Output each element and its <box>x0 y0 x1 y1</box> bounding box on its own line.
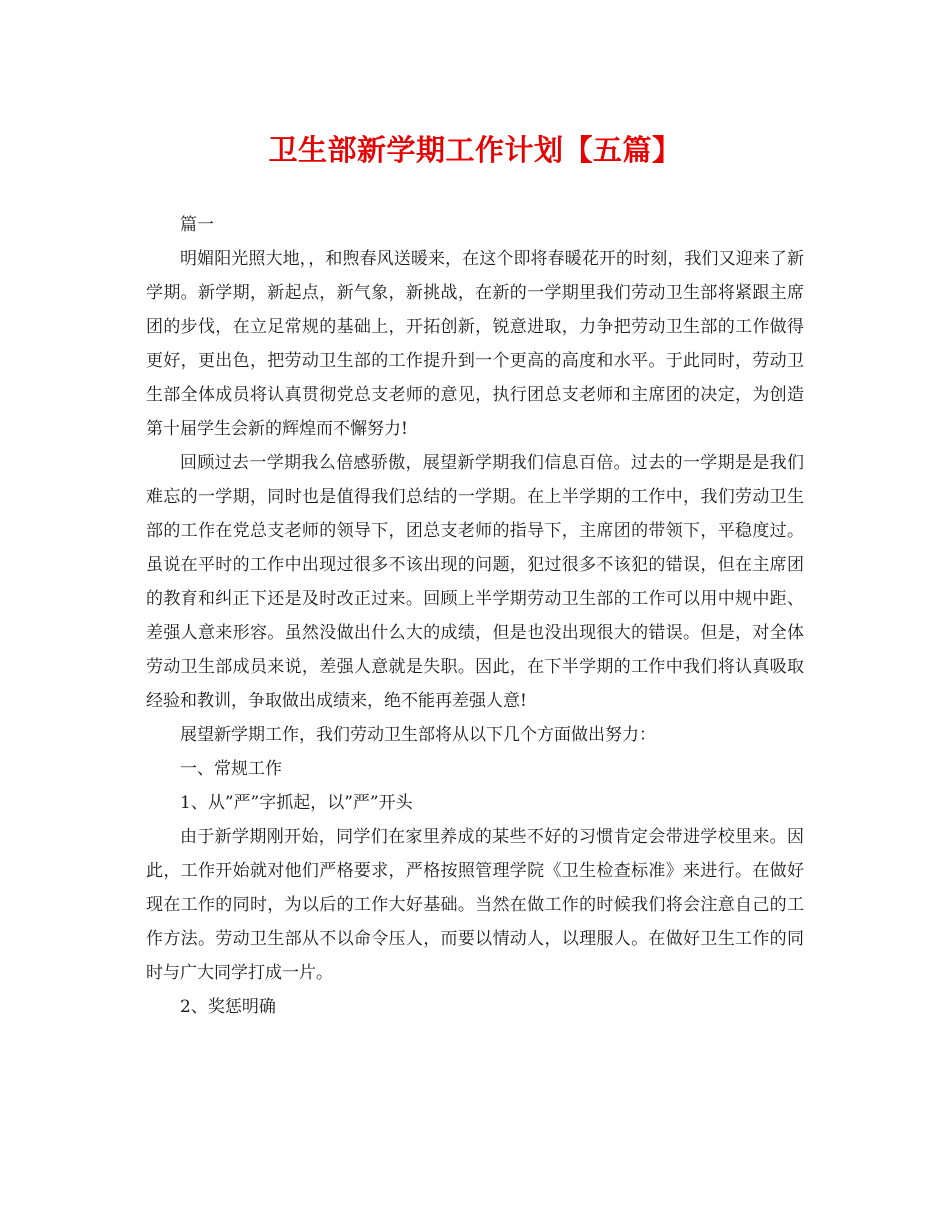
body-paragraph-strictness: 由于新学期刚开始，同学们在家里养成的某些不好的习惯肯定会带进学校里来。因此，工作开始就对他们严格要求，严格按照管理学院《卫生检查标准》来进行。在做好现在工作的同时，为以后的工作大好基础。当然在做工作的时候我们将会注意自己的工作方法。劳动卫生部从不以命令压人，而要以情动人，以理服人。在做好卫生工作的同时与广大同学打成一片。 <box>146 827 804 983</box>
body-paragraph-outlook: 展望新学期工作，我们劳动卫生部将从以下几个方面做出努力： <box>180 725 656 745</box>
section-heading-routine-work: 一、常规工作 <box>180 759 282 779</box>
subheading-strictness: 1、从”严”字抓起，以”严”开头 <box>180 793 413 813</box>
body-paragraph-review: 回顾过去一学期我么倍感骄傲，展望新学期我们信息百倍。过去的一学期是是我们难忘的一学期，同时也是值得我们总结的一学期。在上半学期的工作中，我们劳动卫生部的工作在党总支老师的领导下，团总支老师的指导下，主席团的带领下，平稳度过。虽说在平时的工作中出现过很多不该出现的问题，犯过很多不该犯的错误，但在主席团的教育和纠正下还是及时改正过来。回顾上半学期劳动卫生部的工作可以用中规中距、差强人意来形容。虽然没做出什么大的成绩，但是也没出现很大的错误。但是，对全体劳动卫生部成员来说，差强人意就是失职。因此，在下半学期的工作中我们将认真吸取经验和教训，争取做出成绩来，绝不能再差强人意! <box>146 453 804 711</box>
subheading-rewards-penalties: 2、奖惩明确 <box>180 997 276 1017</box>
document-title: 卫生部新学期工作计划【五篇】 <box>268 133 682 167</box>
section-heading-part-one: 篇一 <box>180 215 214 235</box>
document-body <box>146 208 804 1024</box>
body-paragraph-intro: 明媚阳光照大地，，和煦春风送暖来，在这个即将春暖花开的时刻，我们又迎来了新学期。新学期，新起点，新气象，新挑战，在新的一学期里我们劳动卫生部将紧跟主席团的步伐，在立足常规的基础上，开拓创新，锐意进取，力争把劳动卫生部的工作做得更好，更出色，把劳动卫生部的工作提升到一个更高的高度和水平。于此同时，劳动卫生部全体成员将认真贯彻党总支老师的意见，执行团总支老师和主席团的决定，为创造第十届学生会新的辉煌而不懈努力! <box>146 249 804 439</box>
